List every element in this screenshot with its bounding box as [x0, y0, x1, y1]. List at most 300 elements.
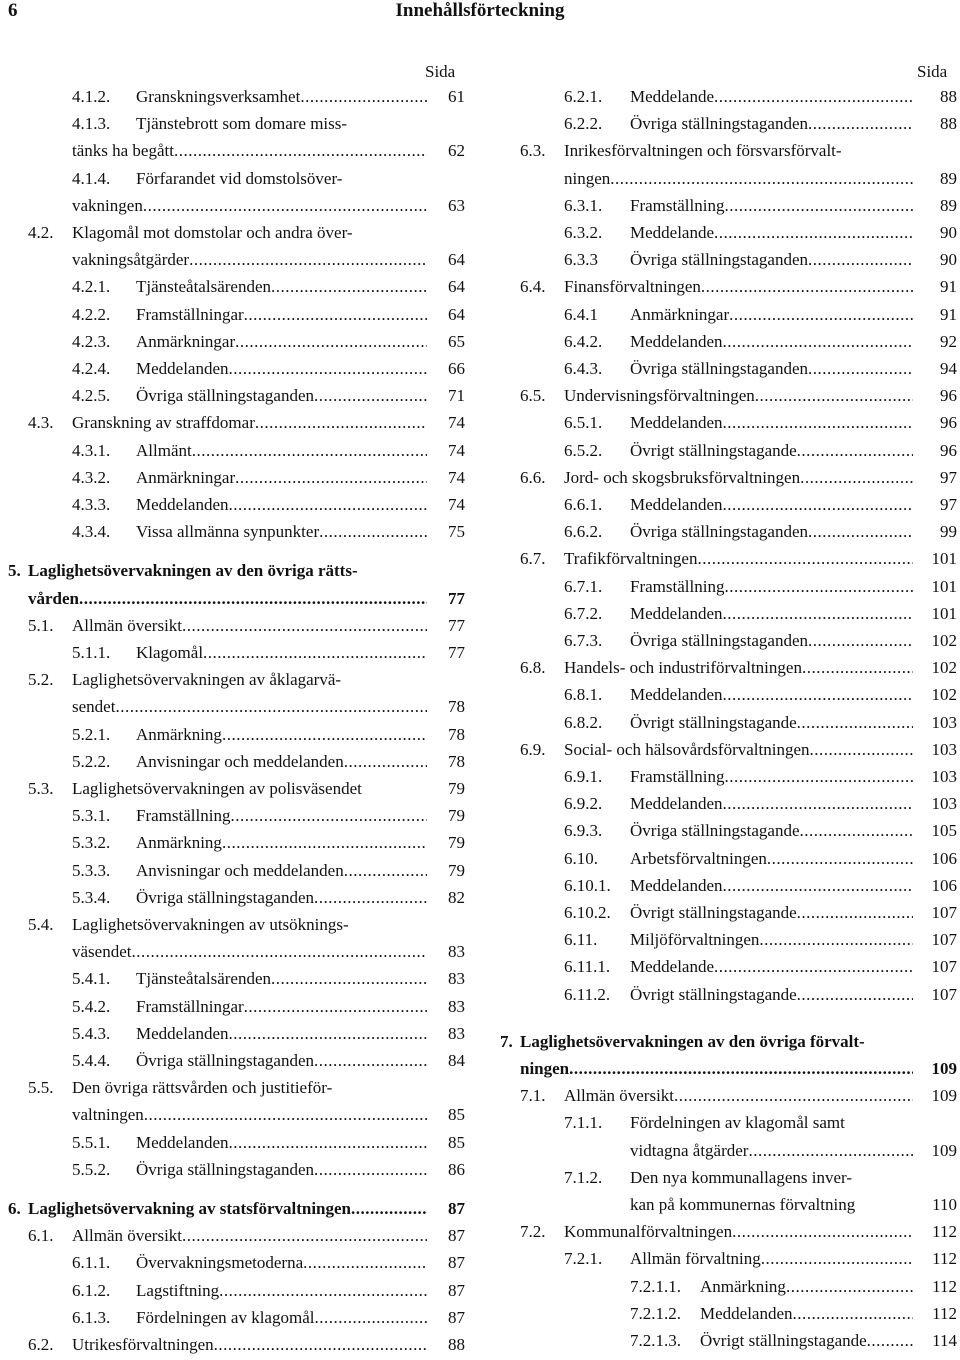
- dot-leader: [229, 356, 427, 382]
- toc-title: vakningen: [72, 196, 143, 215]
- dot-leader: [797, 900, 913, 926]
- toc-page-number: 96: [940, 413, 957, 432]
- toc-entry[interactable]: [480, 927, 960, 953]
- toc-entry[interactable]: [480, 410, 960, 436]
- toc-page-number: 85: [448, 1133, 465, 1152]
- toc-entry[interactable]: [480, 1083, 960, 1109]
- toc-entry[interactable]: [480, 1192, 960, 1218]
- toc-page-number: 90: [940, 250, 957, 269]
- toc-number: 7.2.1.3.: [630, 1331, 681, 1350]
- dot-leader: [235, 329, 427, 355]
- toc-page-number: 101: [931, 577, 957, 596]
- dot-leader: [724, 193, 913, 219]
- dot-leader: [808, 247, 913, 273]
- toc-entry[interactable]: [480, 166, 960, 192]
- dot-leader: [182, 1223, 427, 1249]
- toc-number: 6.9.: [520, 740, 546, 759]
- toc-number: 4.2.1.: [72, 277, 111, 296]
- toc-number: 6.7.2.: [564, 604, 603, 623]
- toc-title: Övriga ställningstaganden: [630, 250, 808, 269]
- toc-entry[interactable]: [0, 912, 480, 938]
- toc-page-number: 74: [448, 441, 465, 460]
- toc-number: 6.1.2.: [72, 1281, 111, 1300]
- toc-entry[interactable]: [0, 356, 480, 382]
- toc-entry[interactable]: [0, 1223, 480, 1249]
- toc-number: 6.1.1.: [72, 1253, 111, 1272]
- toc-entry[interactable]: [0, 465, 480, 491]
- toc-title: Övriga ställningstaganden: [136, 386, 314, 405]
- toc-number: 6.8.: [520, 658, 546, 677]
- toc-entry[interactable]: [0, 1075, 480, 1101]
- toc-entry[interactable]: [480, 1138, 960, 1164]
- toc-entry[interactable]: [480, 274, 960, 300]
- dot-leader: [79, 586, 427, 612]
- toc-page-number: 112: [932, 1222, 957, 1241]
- toc-number: 7.: [500, 1032, 513, 1051]
- toc-page-number: 83: [448, 997, 465, 1016]
- toc-entry[interactable]: [0, 1048, 480, 1074]
- toc-title: Anvisningar och meddelanden: [136, 861, 344, 880]
- toc-page-number: 64: [448, 250, 465, 269]
- toc-entry[interactable]: [480, 302, 960, 328]
- toc-title: Framställning: [630, 196, 725, 215]
- toc-entry[interactable]: [0, 694, 480, 720]
- toc-number: 6.2.: [28, 1335, 54, 1354]
- toc-page-number: 112: [932, 1277, 957, 1296]
- toc-number: 5.4.3.: [72, 1024, 111, 1043]
- toc-entry[interactable]: [0, 1196, 480, 1222]
- toc-page-number: 74: [448, 413, 465, 432]
- dot-leader: [222, 830, 427, 856]
- toc-title: Anmärkningar: [630, 305, 730, 324]
- toc-entry[interactable]: [480, 737, 960, 763]
- toc-column-right: [480, 0, 960, 1360]
- toc-title: Meddelanden: [136, 1133, 229, 1152]
- dot-leader: [723, 873, 913, 899]
- toc-entry[interactable]: [0, 519, 480, 545]
- toc-entry[interactable]: [0, 1130, 480, 1156]
- toc-entry[interactable]: [480, 1328, 960, 1354]
- toc-number: 6.: [8, 1199, 21, 1218]
- toc-title: Övrigt ställningstagande: [630, 441, 797, 460]
- toc-entry[interactable]: [480, 1301, 960, 1327]
- toc-number: 5.: [8, 561, 21, 580]
- toc-entry[interactable]: [480, 1274, 960, 1300]
- toc-entry[interactable]: [480, 84, 960, 110]
- toc-title: Anvisningar och meddelanden: [136, 752, 344, 771]
- toc-title: valtningen: [72, 1105, 144, 1124]
- toc-entry[interactable]: [0, 803, 480, 829]
- toc-title: Fördelningen av klagomål samt: [630, 1113, 845, 1132]
- toc-number: 7.1.2.: [564, 1168, 603, 1187]
- toc-entry[interactable]: [0, 885, 480, 911]
- toc-page-number: 106: [931, 849, 957, 868]
- dot-leader: [182, 613, 427, 639]
- dot-leader: [797, 982, 913, 1008]
- toc-entry[interactable]: [480, 1165, 960, 1191]
- toc-entry[interactable]: [480, 138, 960, 164]
- toc-entry[interactable]: [0, 410, 480, 436]
- toc-entry[interactable]: [0, 667, 480, 693]
- toc-entry[interactable]: [0, 776, 480, 802]
- toc-title: Allmänt: [136, 441, 192, 460]
- toc-page-number: 94: [940, 359, 957, 378]
- toc-number: 5.4.4.: [72, 1051, 111, 1070]
- toc-number: 6.3.: [520, 141, 546, 160]
- toc-entry[interactable]: [480, 601, 960, 627]
- dot-leader: [808, 111, 913, 137]
- dot-leader: [808, 519, 913, 545]
- dot-leader: [344, 858, 427, 884]
- toc-page-number: 91: [940, 277, 957, 296]
- toc-entry[interactable]: [480, 383, 960, 409]
- dot-leader: [255, 410, 427, 436]
- toc-entry[interactable]: [0, 492, 480, 518]
- toc-number: 6.6.2.: [564, 522, 603, 541]
- toc-page-number: 97: [940, 495, 957, 514]
- toc-page-number: 103: [931, 767, 957, 786]
- page-number: 6: [8, 0, 18, 21]
- toc-page-number: 65: [448, 332, 465, 351]
- toc-entry[interactable]: [0, 383, 480, 409]
- toc-page-number: 109: [931, 1059, 957, 1078]
- dot-leader: [767, 846, 913, 872]
- toc-number: 5.3.1.: [72, 806, 111, 825]
- toc-number: 4.3.1.: [72, 441, 111, 460]
- toc-number: 7.2.1.: [564, 1249, 603, 1268]
- toc-number: 5.3.4.: [72, 888, 111, 907]
- toc-page-number: 106: [931, 876, 957, 895]
- dot-leader: [724, 574, 913, 600]
- toc-title: Finansförvaltningen: [564, 277, 701, 296]
- toc-entry[interactable]: [0, 193, 480, 219]
- toc-page-number: 101: [931, 549, 957, 568]
- dot-leader: [732, 1219, 913, 1245]
- dot-leader: [808, 356, 913, 382]
- toc-entry[interactable]: [0, 1332, 480, 1358]
- toc-entry[interactable]: [480, 492, 960, 518]
- toc-entry[interactable]: [0, 438, 480, 464]
- dot-leader: [189, 247, 427, 273]
- dot-leader: [271, 966, 427, 992]
- toc-number: 5.4.: [28, 915, 54, 934]
- toc-entry[interactable]: [0, 640, 480, 666]
- toc-title: Klagomål: [136, 643, 204, 662]
- toc-number: 4.3.4.: [72, 522, 111, 541]
- toc-number: 5.5.: [28, 1078, 54, 1097]
- toc-number: 6.10.: [564, 849, 598, 868]
- toc-page-number: 103: [931, 740, 957, 759]
- toc-number: 4.3.2.: [72, 468, 111, 487]
- toc-entry[interactable]: [480, 220, 960, 246]
- toc-page-number: 63: [448, 196, 465, 215]
- toc-entry[interactable]: [0, 558, 480, 584]
- toc-page-number: 64: [448, 305, 465, 324]
- toc-number: 4.2.: [28, 223, 54, 242]
- toc-title: Jord- och skogsbruksförvaltningen: [564, 468, 801, 487]
- toc-title: Framställning: [630, 577, 725, 596]
- toc-page-number: 84: [448, 1051, 465, 1070]
- page-column-heading: Sida: [425, 62, 456, 81]
- toc-number: 6.10.2.: [564, 903, 611, 922]
- toc-title: Laglighetsövervakningen av utsöknings-: [72, 915, 349, 934]
- toc-title: Meddelanden: [700, 1304, 793, 1323]
- toc-entry[interactable]: [480, 1110, 960, 1136]
- dot-leader: [303, 1250, 427, 1276]
- toc-entry[interactable]: [480, 465, 960, 491]
- toc-title: Övrigt ställningstagande: [700, 1331, 867, 1350]
- toc-page-number: 92: [940, 332, 957, 351]
- toc-entry[interactable]: [480, 329, 960, 355]
- toc-entry[interactable]: [0, 1102, 480, 1128]
- dot-leader: [748, 1138, 913, 1164]
- toc-entry[interactable]: [0, 111, 480, 137]
- toc-entry[interactable]: [0, 966, 480, 992]
- toc-page-number: 107: [931, 957, 957, 976]
- toc-entry[interactable]: [0, 138, 480, 164]
- toc-entry[interactable]: [0, 586, 480, 612]
- toc-title: tänks ha begått: [72, 141, 174, 160]
- toc-entry[interactable]: [0, 1278, 480, 1304]
- toc-page-number: 107: [931, 903, 957, 922]
- toc-page-number: 79: [448, 806, 465, 825]
- toc-title: Meddelanden: [630, 604, 723, 623]
- toc-title: Övervakningsmetoderna: [136, 1253, 304, 1272]
- toc-title: Trafikförvaltningen: [564, 549, 698, 568]
- toc-entry[interactable]: [0, 858, 480, 884]
- toc-title: Laglighetsövervakning av statsförvaltningen: [28, 1199, 352, 1218]
- toc-entry[interactable]: [480, 791, 960, 817]
- toc-title: Övriga ställningstaganden: [630, 114, 808, 133]
- toc-entry[interactable]: [0, 166, 480, 192]
- toc-number: 5.5.2.: [72, 1160, 111, 1179]
- toc-entry[interactable]: [480, 1056, 960, 1082]
- toc-entry[interactable]: [480, 438, 960, 464]
- dot-leader: [229, 1021, 427, 1047]
- toc-title: sendet: [72, 697, 116, 716]
- toc-number: 5.4.1.: [72, 969, 111, 988]
- toc-entry[interactable]: [480, 574, 960, 600]
- toc-page-number: 96: [940, 386, 957, 405]
- toc-page-number: 102: [931, 658, 957, 677]
- toc-entry[interactable]: [480, 846, 960, 872]
- dot-leader: [314, 1048, 427, 1074]
- dot-leader: [723, 682, 913, 708]
- toc-entry[interactable]: [0, 84, 480, 110]
- toc-title: Undervisningsförvaltningen: [564, 386, 755, 405]
- toc-entry[interactable]: [480, 982, 960, 1008]
- toc-title: Granskningsverksamhet: [136, 87, 301, 106]
- dot-leader: [714, 220, 913, 246]
- toc-title: Övriga ställningstaganden: [136, 1051, 314, 1070]
- toc-title: Klagomål mot domstolar och andra över-: [72, 223, 353, 242]
- toc-page-number: 86: [448, 1160, 465, 1179]
- toc-entry[interactable]: [0, 722, 480, 748]
- toc-entry[interactable]: [0, 613, 480, 639]
- toc-entry[interactable]: [0, 749, 480, 775]
- toc-number: 6.5.1.: [564, 413, 603, 432]
- toc-page-number: 103: [931, 794, 957, 813]
- toc-page-number: 88: [448, 1335, 465, 1354]
- toc-number: 5.1.1.: [72, 643, 111, 662]
- toc-page-number: 107: [931, 985, 957, 1004]
- toc-number: 6.4.3.: [564, 359, 603, 378]
- toc-entry[interactable]: [0, 247, 480, 273]
- dot-leader: [810, 737, 914, 763]
- toc-number: 6.7.3.: [564, 631, 603, 650]
- dot-leader: [797, 710, 913, 736]
- toc-page-number: 75: [448, 522, 465, 541]
- dot-leader: [131, 939, 427, 965]
- toc-title: Övriga ställningstagande: [630, 821, 800, 840]
- toc-entry[interactable]: [480, 764, 960, 790]
- toc-entry[interactable]: [480, 628, 960, 654]
- toc-number: 6.2.1.: [564, 87, 603, 106]
- toc-title: Meddelanden: [136, 495, 229, 514]
- dot-leader: [761, 1246, 913, 1272]
- toc-number: 6.9.3.: [564, 821, 603, 840]
- toc-entry[interactable]: [0, 302, 480, 328]
- toc-entry[interactable]: [480, 655, 960, 681]
- toc-page-number: 90: [940, 223, 957, 242]
- toc-title: Övrigt ställningstagande: [630, 903, 797, 922]
- toc-entry[interactable]: [0, 329, 480, 355]
- dot-leader: [701, 274, 913, 300]
- toc-entry[interactable]: [480, 247, 960, 273]
- toc-page-number: 88: [940, 87, 957, 106]
- dot-leader: [314, 1157, 427, 1183]
- toc-number: 4.1.4.: [72, 169, 111, 188]
- dot-leader: [793, 1301, 913, 1327]
- toc-title: Övrigt ställningstagande: [630, 713, 797, 732]
- toc-title: kan på kommunernas förvaltning: [630, 1195, 856, 1214]
- toc-title: Övriga ställningstaganden: [136, 1160, 314, 1179]
- toc-page-number: 96: [940, 441, 957, 460]
- toc-entry[interactable]: [0, 939, 480, 965]
- toc-number: 4.2.5.: [72, 386, 111, 405]
- toc-entry[interactable]: [480, 818, 960, 844]
- toc-page-number: 87: [448, 1199, 465, 1218]
- toc-number: 6.11.1.: [564, 957, 611, 976]
- toc-title: Meddelande: [630, 223, 715, 242]
- toc-number: 4.3.3.: [72, 495, 111, 514]
- toc-entry[interactable]: [0, 274, 480, 300]
- toc-number: 6.10.1.: [564, 876, 611, 895]
- toc-entry[interactable]: [0, 1305, 480, 1331]
- toc-page-number: 78: [448, 697, 465, 716]
- toc-title: Allmän översikt: [72, 616, 183, 635]
- toc-title: Laglighetsövervakningen av den övriga rätts-: [28, 561, 358, 580]
- dot-leader: [723, 791, 913, 817]
- toc-entry[interactable]: [480, 356, 960, 382]
- toc-number: 6.11.: [564, 930, 598, 949]
- toc-entry[interactable]: [480, 710, 960, 736]
- toc-entry[interactable]: [480, 900, 960, 926]
- toc-number: 6.3.1.: [564, 196, 603, 215]
- toc-page-number: 88: [940, 114, 957, 133]
- toc-entry[interactable]: [0, 1157, 480, 1183]
- toc-page-number: 110: [932, 1195, 957, 1214]
- toc-number: 5.4.2.: [72, 997, 111, 1016]
- toc-entry[interactable]: [0, 994, 480, 1020]
- toc-title: ningen: [564, 169, 611, 188]
- dot-leader: [723, 329, 913, 355]
- toc-title: Förfarandet vid domstolsöver-: [136, 169, 343, 188]
- dot-leader: [229, 1130, 427, 1156]
- toc-number: 6.3.2.: [564, 223, 603, 242]
- toc-entry[interactable]: [480, 1219, 960, 1245]
- toc-entry[interactable]: [0, 830, 480, 856]
- dot-leader: [214, 1332, 427, 1358]
- dot-leader: [759, 927, 913, 953]
- toc-title: Framställningar: [136, 305, 244, 324]
- toc-entry[interactable]: [0, 1021, 480, 1047]
- toc-page-number: 102: [931, 685, 957, 704]
- toc-entry[interactable]: [0, 220, 480, 246]
- toc-number: 5.5.1.: [72, 1133, 111, 1152]
- toc-page-number: 97: [940, 468, 957, 487]
- toc-title: Handels- och industriförvaltningen: [564, 658, 802, 677]
- toc-page-number: 105: [931, 821, 957, 840]
- toc-title: Allmän översikt: [564, 1086, 675, 1105]
- toc-page-number: 87: [448, 1226, 465, 1245]
- dot-leader: [729, 302, 913, 328]
- toc-entry[interactable]: [480, 193, 960, 219]
- toc-title: Miljöförvaltningen: [630, 930, 760, 949]
- toc-number: 4.1.2.: [72, 87, 111, 106]
- toc-entry[interactable]: [480, 873, 960, 899]
- toc-title: Framställning: [630, 767, 725, 786]
- toc-page-number: 87: [448, 1253, 465, 1272]
- toc-title: Den nya kommunallagens inver-: [630, 1168, 853, 1187]
- toc-entry[interactable]: [480, 682, 960, 708]
- toc-page-number: 82: [448, 888, 465, 907]
- toc-title: Övriga ställningstaganden: [630, 631, 808, 650]
- toc-entry[interactable]: [480, 546, 960, 572]
- toc-page-number: 78: [448, 752, 465, 771]
- toc-number: 5.1.: [28, 616, 54, 635]
- toc-title: Tjänsteåtalsärenden: [136, 277, 271, 296]
- dot-leader: [755, 383, 913, 409]
- dot-leader: [235, 465, 427, 491]
- toc-page-number: 87: [448, 1308, 465, 1327]
- toc-number: 5.3.3.: [72, 861, 111, 880]
- dot-leader: [115, 694, 427, 720]
- toc-page-number: 61: [448, 87, 465, 106]
- dot-leader: [192, 438, 427, 464]
- toc-page-number: 64: [448, 277, 465, 296]
- toc-entry[interactable]: [480, 111, 960, 137]
- toc-entry[interactable]: [0, 1250, 480, 1276]
- toc-title: Laglighetsövervakningen av åklagarvä-: [72, 670, 342, 689]
- dot-leader: [222, 722, 427, 748]
- dot-leader: [610, 166, 913, 192]
- toc-entry[interactable]: [480, 519, 960, 545]
- toc-entry[interactable]: [480, 1029, 960, 1055]
- dot-leader: [351, 1196, 427, 1222]
- toc-page-number: 109: [931, 1086, 957, 1105]
- toc-number: 7.2.1.2.: [630, 1304, 681, 1323]
- toc-number: 6.11.2.: [564, 985, 611, 1004]
- toc-title: vakningsåtgärder: [72, 250, 190, 269]
- dot-leader: [808, 628, 913, 654]
- toc-number: 6.4.1: [564, 305, 598, 324]
- toc-entry[interactable]: [480, 1246, 960, 1272]
- toc-title: Övriga ställningstaganden: [630, 359, 808, 378]
- toc-entry[interactable]: [480, 954, 960, 980]
- toc-title: Allmän förvaltning: [630, 1249, 761, 1268]
- toc-number: 6.3.3: [564, 250, 598, 269]
